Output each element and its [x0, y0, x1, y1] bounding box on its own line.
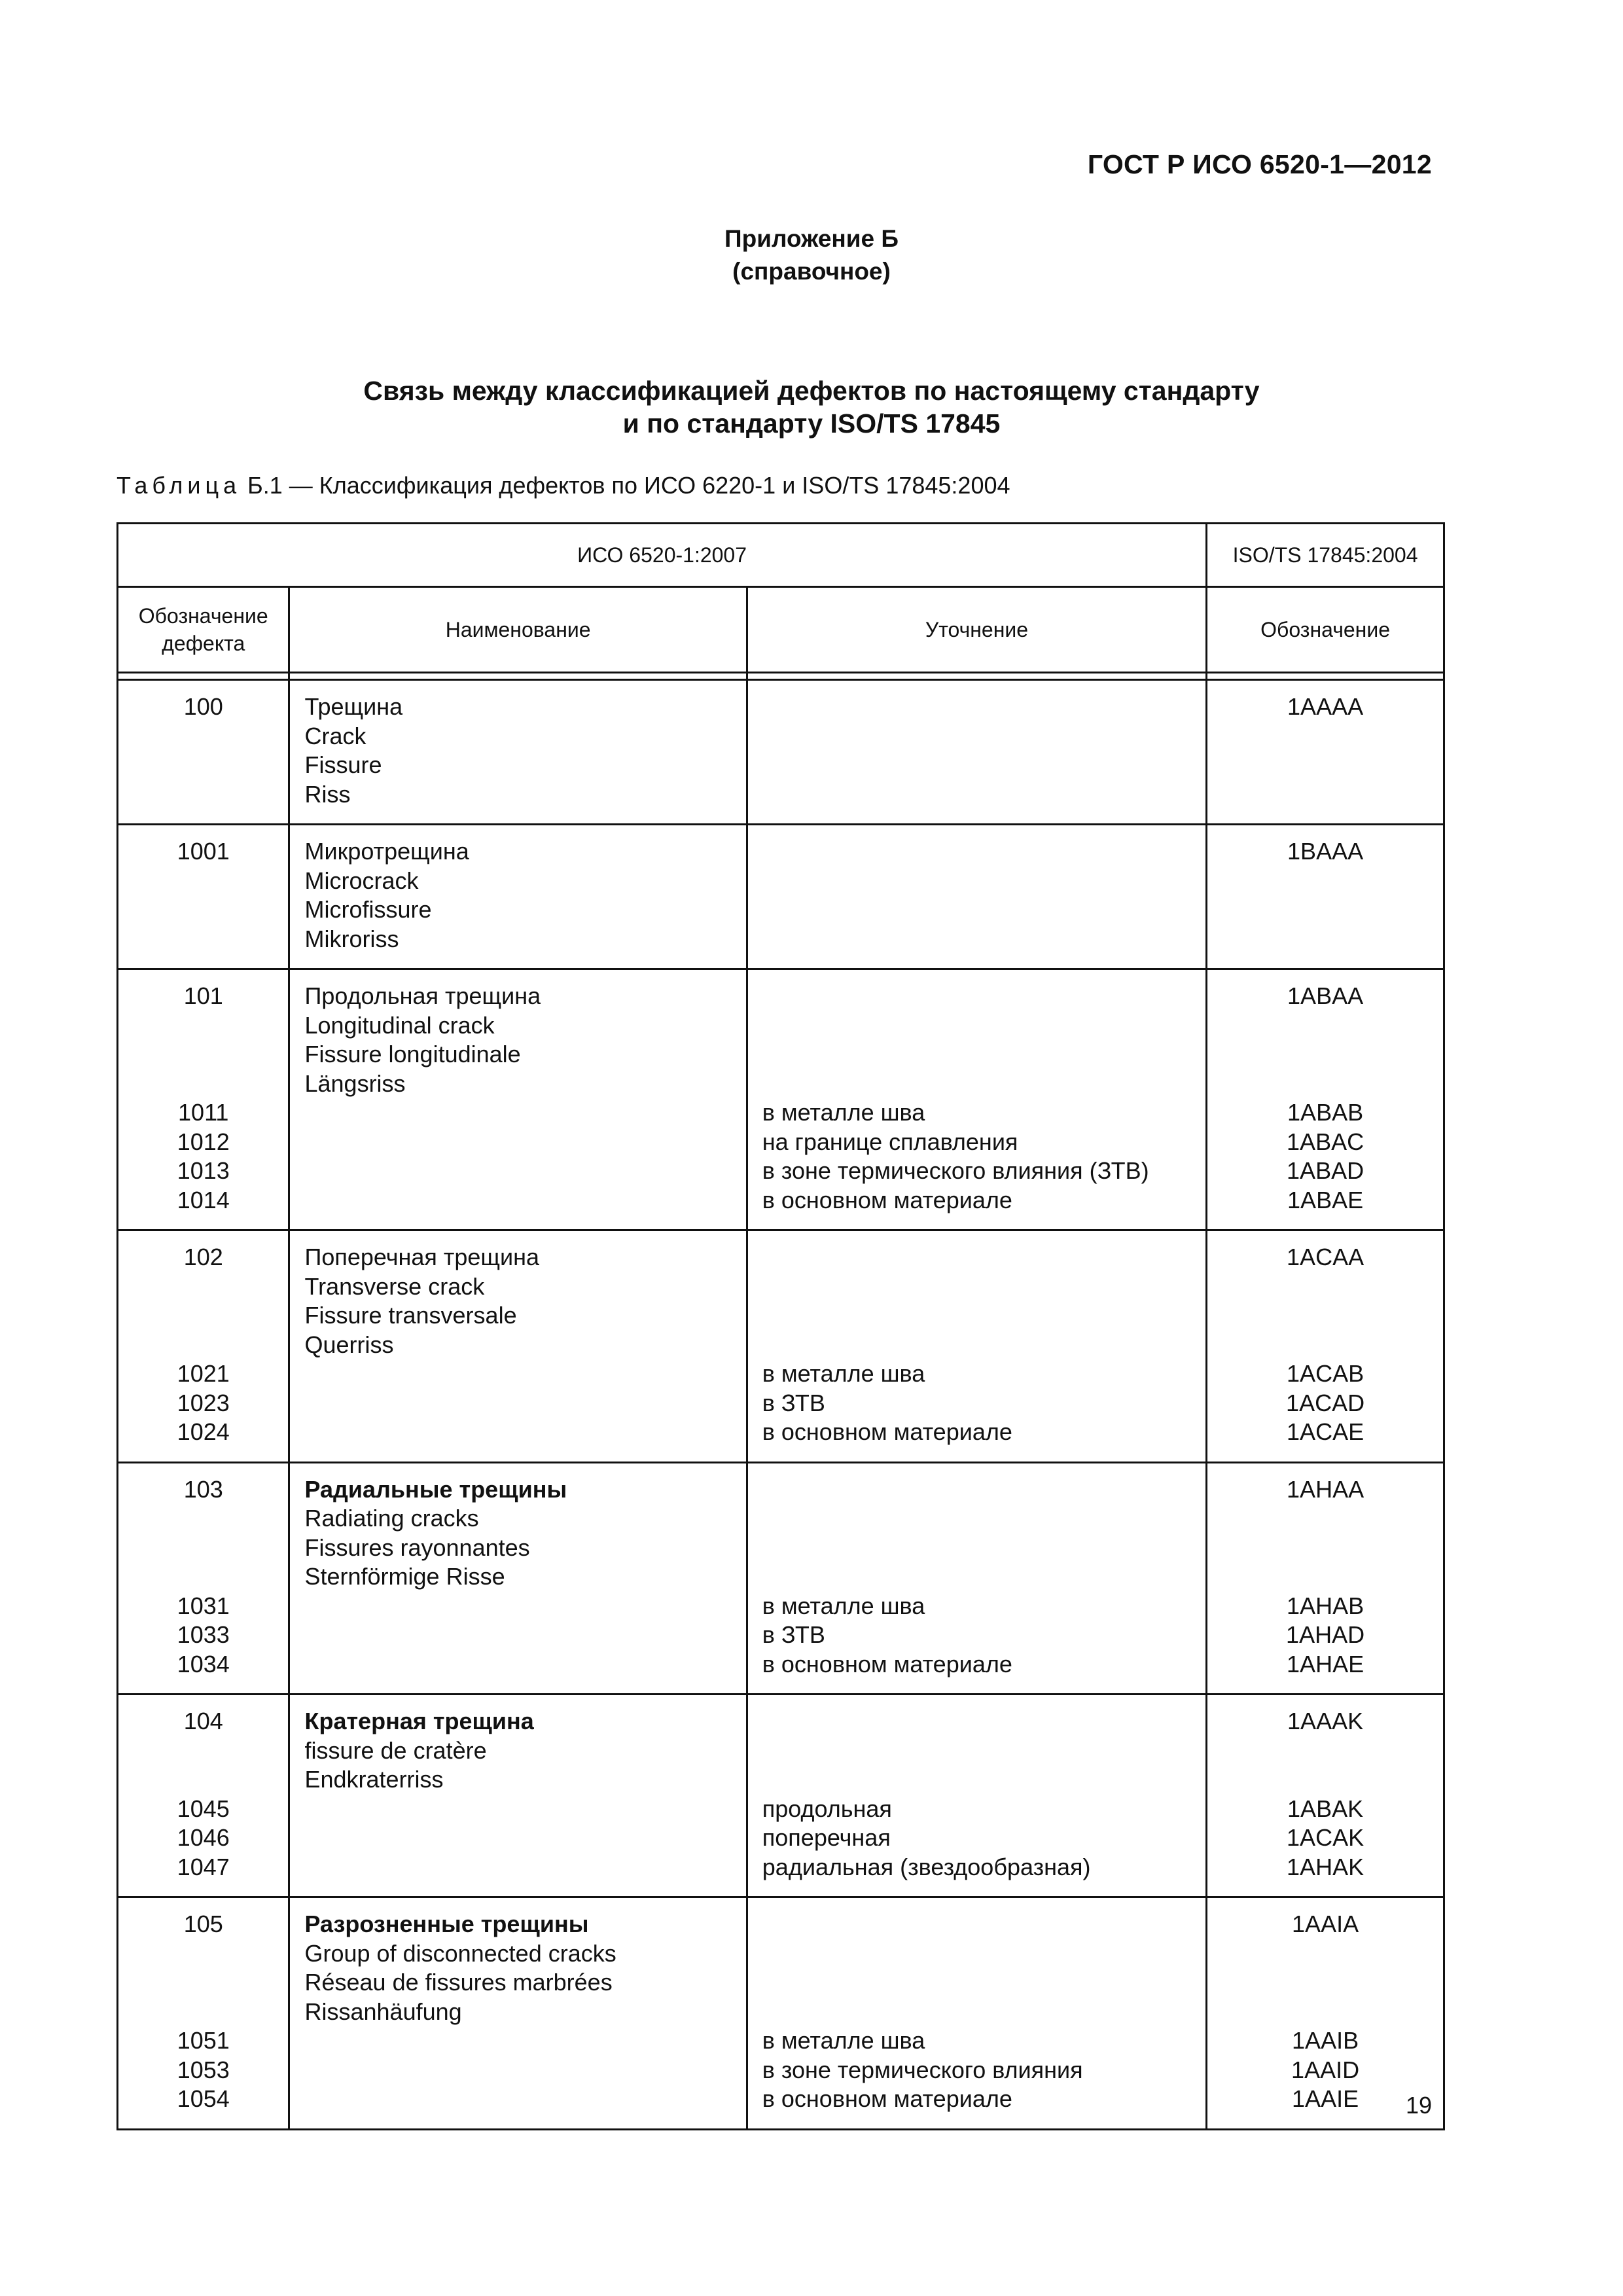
defect-name-line: Microcrack — [304, 867, 419, 894]
defect-code-line: 1013 — [177, 1157, 230, 1184]
table-header-spacer — [118, 673, 1444, 680]
defect-name-line: Crack — [304, 722, 366, 749]
defect-code-line — [118, 895, 288, 925]
table-row — [118, 1230, 1444, 1463]
table-body — [118, 673, 1444, 2130]
specification-cell — [747, 1897, 1206, 2130]
iso-ts-code-line: 1ABAB — [1287, 1099, 1364, 1126]
iso-ts-code-line — [1222, 1301, 1429, 1331]
iso-ts-code-cell — [1207, 1230, 1444, 1463]
defect-name-line — [304, 1853, 731, 1882]
iso-ts-code-line — [1222, 925, 1429, 954]
defect-code-line: 1024 — [177, 1418, 230, 1445]
defect-name-line — [304, 1592, 731, 1621]
defect-code-cell — [118, 969, 289, 1230]
column-header-iso-code: Обозначение — [1207, 587, 1444, 673]
defect-code-line — [118, 1272, 288, 1302]
defect-name-line: Fissure — [304, 751, 382, 778]
iso-ts-code-line: 1ACAK — [1287, 1824, 1364, 1851]
iso-ts-code-line: 1AAID — [1291, 2056, 1360, 2083]
defect-code-line — [118, 867, 288, 896]
specification-line — [762, 1504, 1191, 1534]
defect-name-line — [304, 1186, 731, 1215]
specification-line — [762, 692, 1191, 722]
table-row — [118, 1695, 1444, 1897]
specification-line — [762, 1910, 1191, 1939]
specification-line — [762, 1011, 1191, 1041]
iso-ts-code-line: 1AHAB — [1287, 1592, 1364, 1619]
iso-ts-code-line: 1AAAA — [1287, 693, 1364, 720]
defect-code-line: 1054 — [177, 2085, 230, 2112]
iso-ts-code-line — [1222, 867, 1429, 896]
defect-code-line — [118, 1504, 288, 1534]
specification-cell — [747, 1230, 1206, 1463]
defect-name-line: Réseau de fissures marbrées — [304, 1969, 613, 1996]
defect-name-line — [304, 1128, 731, 1157]
iso-ts-code-cell — [1207, 1462, 1444, 1695]
defect-name-line: Поперечная трещина — [304, 1244, 540, 1270]
defect-code-line: 105 — [183, 1910, 223, 1937]
specification-line — [762, 982, 1191, 1011]
specification-line: в металле шва — [762, 1360, 925, 1387]
specification-line — [762, 1968, 1191, 1998]
specification-cell — [747, 969, 1206, 1230]
defect-name-line: Микротрещина — [304, 838, 469, 865]
defect-name-cell — [289, 680, 747, 825]
specification-line — [762, 837, 1191, 867]
defect-name-cell — [289, 1897, 747, 2130]
defect-name-line — [304, 2085, 731, 2114]
defect-code-line — [118, 1765, 288, 1795]
column-header-defect-code — [118, 587, 289, 673]
iso-ts-code-line: 1AHAA — [1287, 1475, 1364, 1503]
section-heading — [0, 374, 1623, 440]
specification-line — [762, 780, 1191, 810]
defect-name-line: Group of disconnected cracks — [304, 1939, 616, 1967]
defect-name-line — [304, 2026, 731, 2056]
defect-name-line: Riss — [304, 780, 351, 808]
iso-ts-code-line — [1222, 751, 1429, 780]
iso-ts-code-line — [1222, 1011, 1429, 1041]
defect-code-line: 1031 — [177, 1592, 230, 1619]
defect-name-line: Радиальные трещины — [304, 1475, 567, 1503]
iso-ts-code-line — [1222, 1331, 1429, 1360]
defect-name-line: Endkraterriss — [304, 1766, 444, 1793]
defect-name-line — [304, 1389, 731, 1418]
specification-line — [762, 1736, 1191, 1766]
defect-name-cell — [289, 825, 747, 969]
iso-ts-code-line — [1222, 780, 1429, 810]
defect-code-line — [118, 1069, 288, 1099]
defect-code-line: 1011 — [178, 1099, 229, 1126]
iso-ts-code-cell — [1207, 969, 1444, 1230]
specification-cell — [747, 680, 1206, 825]
defect-code-line — [118, 925, 288, 954]
iso-ts-code-line — [1222, 1040, 1429, 1069]
iso-ts-code-line: 1ABAK — [1287, 1795, 1364, 1822]
specification-line: продольная — [762, 1795, 892, 1822]
iso-ts-code-cell — [1207, 1695, 1444, 1897]
defect-code-line: 101 — [183, 982, 223, 1009]
specification-line — [762, 1272, 1191, 1302]
iso-ts-code-line: 1ACAE — [1287, 1418, 1364, 1445]
specification-line: на границе сплавления — [762, 1128, 1018, 1155]
iso-ts-code-line: 1AAAK — [1287, 1708, 1364, 1734]
annex-title: Приложение Б — [724, 225, 899, 252]
defect-name-cell — [289, 1230, 747, 1463]
iso-ts-code-line — [1222, 895, 1429, 925]
defect-name-line: Трещина — [304, 693, 403, 720]
specification-line: радиальная (звездообразная) — [762, 1853, 1091, 1880]
table-caption — [116, 471, 1010, 500]
defect-code-line: 1021 — [177, 1360, 230, 1387]
defect-name-line: Fissure transversale — [304, 1302, 517, 1329]
annex-title-block — [0, 223, 1623, 288]
defect-name-line: Разрозненные трещины — [304, 1910, 589, 1937]
iso-ts-code-line — [1222, 1069, 1429, 1099]
defect-name-cell — [289, 969, 747, 1230]
defect-code-line — [118, 1562, 288, 1592]
table-row — [118, 1462, 1444, 1695]
specification-line — [762, 925, 1191, 954]
defect-code-line: 104 — [183, 1708, 223, 1734]
iso-ts-code-line: 1ACAB — [1287, 1360, 1364, 1387]
defect-code-cell — [118, 1897, 289, 2130]
defect-code-line — [118, 722, 288, 751]
defect-code-line: 1053 — [177, 2056, 230, 2083]
defect-code-line: 1012 — [177, 1128, 230, 1155]
defect-code-line: 1023 — [177, 1389, 230, 1416]
table-row — [118, 969, 1444, 1230]
defect-code-line: 102 — [183, 1244, 223, 1270]
iso-ts-code-line: 1AAIA — [1292, 1910, 1359, 1937]
iso-ts-code-line — [1222, 1765, 1429, 1795]
document-code: ГОСТ Р ИСО 6520-1—2012 — [1087, 149, 1432, 179]
defect-code-line: 103 — [183, 1475, 223, 1503]
table-row — [118, 680, 1444, 825]
defect-code-cell — [118, 825, 289, 969]
defect-name-line — [304, 1823, 731, 1853]
specification-line: в основном материале — [762, 1650, 1012, 1677]
specification-line: в основном материале — [762, 1186, 1012, 1213]
specification-line — [762, 1475, 1191, 1505]
defect-name-line: Кратерная трещина — [304, 1708, 534, 1734]
defect-code-cell — [118, 1695, 289, 1897]
group-header-iso-ts-17845: ISO/TS 17845:2004 — [1207, 524, 1444, 587]
page-number: 19 — [1405, 2092, 1432, 2119]
defect-name-line — [304, 1098, 731, 1128]
defect-name-line: Продольная трещина — [304, 982, 541, 1009]
specification-line: в ЗТВ — [762, 1621, 825, 1648]
annex-subtitle: (справочное) — [732, 258, 891, 285]
specification-line — [762, 1243, 1191, 1272]
iso-ts-code-line: 1ABAA — [1287, 982, 1364, 1009]
defect-code-cell — [118, 1230, 289, 1463]
defect-name-line — [304, 1621, 731, 1650]
iso-ts-code-line — [1222, 1736, 1429, 1766]
defect-name-line — [304, 1795, 731, 1824]
group-header-iso6520: ИСО 6520-1:2007 — [118, 524, 1207, 587]
defect-code-line — [118, 1301, 288, 1331]
iso-ts-code-line — [1222, 1534, 1429, 1563]
defect-code-line — [118, 1998, 288, 2027]
iso-ts-code-line: 1ABAD — [1287, 1157, 1364, 1184]
defect-name-line: Sternförmige Risse — [304, 1563, 505, 1590]
iso-ts-code-line — [1222, 722, 1429, 751]
defect-name-line — [304, 1418, 731, 1447]
specification-line — [762, 1765, 1191, 1795]
specification-line — [762, 1939, 1191, 1969]
defect-code-line: 1046 — [177, 1824, 230, 1851]
defect-name-line — [304, 1650, 731, 1679]
iso-ts-code-line: 1AHAK — [1287, 1853, 1364, 1880]
specification-cell — [747, 1695, 1206, 1897]
specification-line: в ЗТВ — [762, 1389, 825, 1416]
iso-ts-code-line: 1ABAE — [1287, 1186, 1364, 1213]
iso-ts-code-line — [1222, 1998, 1429, 2027]
defect-code-line — [118, 1331, 288, 1360]
specification-line — [762, 751, 1191, 780]
defect-code-line — [118, 751, 288, 780]
specification-line — [762, 1301, 1191, 1331]
defect-name-cell — [289, 1462, 747, 1695]
column-header-name: Наименование — [289, 587, 747, 673]
defect-name-line: Querriss — [304, 1331, 394, 1358]
defect-name-line: Rissanhäufung — [304, 1998, 462, 2025]
defect-code-line: 1001 — [177, 838, 230, 865]
defect-name-line: Radiating cracks — [304, 1505, 479, 1532]
defect-code-line — [118, 1011, 288, 1041]
iso-ts-code-line — [1222, 1562, 1429, 1592]
specification-line — [762, 722, 1191, 751]
defect-code-line: 1034 — [177, 1650, 230, 1677]
iso-ts-code-cell — [1207, 825, 1444, 969]
defect-name-line: Longitudinal crack — [304, 1011, 495, 1039]
specification-line: в основном материале — [762, 1418, 1012, 1445]
section-heading-line-1: Связь между классификацией дефектов по настоящему стандарту — [363, 376, 1260, 406]
defect-name-line: Fissure longitudinale — [304, 1041, 521, 1067]
defects-table — [116, 522, 1445, 2130]
section-heading-line-2: и по стандарту ISO/TS 17845 — [622, 408, 1001, 439]
specification-line: в основном материале — [762, 2085, 1012, 2112]
column-header-specification: Уточнение — [747, 587, 1206, 673]
specification-line — [762, 1998, 1191, 2027]
iso-ts-code-line: 1BAAA — [1287, 838, 1364, 865]
defect-name-line: fissure de cratère — [304, 1736, 487, 1764]
specification-line: в зоне термического влияния — [762, 2056, 1083, 2083]
iso-ts-code-line — [1222, 1504, 1429, 1534]
defect-name-line: Fissures rayonnantes — [304, 1534, 530, 1561]
column-header-defect-code-line-1: Обозначение — [138, 604, 268, 628]
defect-code-line — [118, 1534, 288, 1563]
specification-line: в зоне термического влияния (ЗТВ) — [762, 1157, 1149, 1184]
specification-cell — [747, 1462, 1206, 1695]
iso-ts-code-line: 1AAIE — [1292, 2085, 1359, 2112]
table-row — [118, 825, 1444, 969]
specification-line — [762, 867, 1191, 896]
defect-name-line: Mikroriss — [304, 925, 399, 952]
iso-ts-code-line: 1AAIB — [1292, 2027, 1359, 2054]
defect-code-cell — [118, 1462, 289, 1695]
specification-line: в металле шва — [762, 1592, 925, 1619]
defect-code-line — [118, 1968, 288, 1998]
defect-code-line — [118, 1040, 288, 1069]
column-header-defect-code-line-2: дефекта — [162, 632, 245, 655]
specification-line: в металле шва — [762, 2027, 925, 2054]
iso-ts-code-cell — [1207, 680, 1444, 825]
iso-ts-code-line — [1222, 1939, 1429, 1969]
specification-line: в металле шва — [762, 1099, 925, 1126]
defect-code-line — [118, 1736, 288, 1766]
iso-ts-code-line: 1ABAC — [1287, 1128, 1364, 1155]
table-row — [118, 1897, 1444, 2130]
defect-name-line — [304, 2056, 731, 2085]
specification-line — [762, 1562, 1191, 1592]
iso-ts-code-line: 1ACAA — [1287, 1244, 1364, 1270]
defect-code-line: 1051 — [177, 2027, 230, 2054]
specification-line — [762, 1534, 1191, 1563]
defect-code-cell — [118, 680, 289, 825]
defect-code-line — [118, 780, 288, 810]
iso-ts-code-line: 1AHAE — [1287, 1650, 1364, 1677]
defect-name-line: Längsriss — [304, 1069, 406, 1097]
defect-code-line — [118, 1939, 288, 1969]
specification-line — [762, 895, 1191, 925]
defect-code-line: 1014 — [177, 1186, 230, 1213]
defect-code-line: 1045 — [177, 1795, 230, 1822]
specification-cell — [747, 825, 1206, 969]
defect-code-line: 100 — [183, 693, 223, 720]
iso-ts-code-line — [1222, 1272, 1429, 1302]
specification-line — [762, 1069, 1191, 1099]
defect-name-line — [304, 1359, 731, 1389]
iso-ts-code-line — [1222, 1968, 1429, 1998]
specification-line: поперечная — [762, 1824, 891, 1851]
specification-line — [762, 1707, 1191, 1736]
defect-name-line: Transverse crack — [304, 1272, 485, 1300]
defect-name-cell — [289, 1695, 747, 1897]
iso-ts-code-line: 1AHAD — [1286, 1621, 1365, 1648]
defect-name-line: Microfissure — [304, 896, 432, 923]
table-caption-text: Б.1 — Классификация дефектов по ИСО 6220-1 и ISO/TS 17845:2004 — [241, 472, 1010, 499]
table-caption-prefix: Таблица — [116, 472, 241, 499]
defect-name-line — [304, 1157, 731, 1186]
table-group-header-row — [118, 524, 1444, 587]
iso-ts-code-line: 1ACAD — [1286, 1389, 1365, 1416]
table-column-header-row — [118, 587, 1444, 673]
specification-line — [762, 1331, 1191, 1360]
specification-line — [762, 1040, 1191, 1069]
defect-code-line: 1033 — [177, 1621, 230, 1648]
defect-code-line: 1047 — [177, 1853, 230, 1880]
